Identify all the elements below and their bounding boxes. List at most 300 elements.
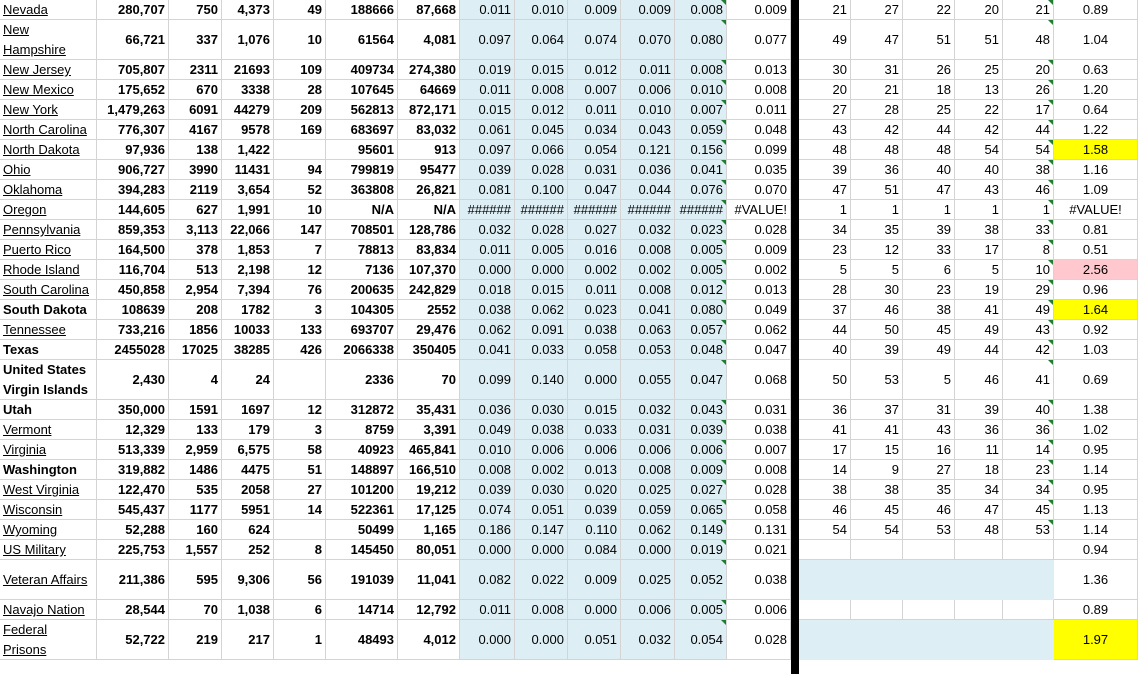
rank-cell [851, 540, 903, 560]
value-cell: 21693 [222, 60, 274, 80]
rate-cell: 0.005 [515, 240, 568, 260]
rate-cell: 0.097 [460, 20, 515, 60]
row-label[interactable]: Wyoming [0, 520, 97, 540]
value-cell: 27 [274, 480, 326, 500]
row-label[interactable]: Navajo Nation [0, 600, 97, 620]
highlight-band [799, 560, 1054, 600]
rank-cell: 43 [955, 180, 1003, 200]
value-cell: 10 [274, 20, 326, 60]
value-cell: 24 [222, 360, 274, 400]
value-cell: 147 [274, 220, 326, 240]
value-cell: 4167 [169, 120, 222, 140]
value-cell: 80,051 [398, 540, 460, 560]
value-cell: 17025 [169, 340, 222, 360]
rate-cell: ###### [460, 200, 515, 220]
row-label[interactable]: Federal Prisons [0, 620, 97, 660]
rank-cell: 49 [799, 20, 851, 60]
row-label[interactable]: Vermont [0, 420, 97, 440]
rank-cell: 42 [955, 120, 1003, 140]
rate-cell: ###### [515, 200, 568, 220]
row-label[interactable]: West Virginia [0, 480, 97, 500]
rank-cell: 39 [851, 340, 903, 360]
rate-cell: 0.008 [460, 460, 515, 480]
value-cell: 913 [398, 140, 460, 160]
value-cell: 94 [274, 160, 326, 180]
value-cell: 225,753 [97, 540, 169, 560]
rate-cell: 0.020 [568, 480, 621, 500]
ratio-cell: 1.38 [1054, 400, 1138, 420]
rank-cell: 6 [903, 260, 955, 280]
value-cell: 426 [274, 340, 326, 360]
row-label[interactable]: Nevada [0, 0, 97, 20]
value-cell: 116,704 [97, 260, 169, 280]
value-cell: 28 [274, 80, 326, 100]
row-label[interactable]: North Carolina [0, 120, 97, 140]
value-cell: 164,500 [97, 240, 169, 260]
rank-cell: 39 [799, 160, 851, 180]
rank-cell [903, 600, 955, 620]
value-cell: 52 [274, 180, 326, 200]
rate-cell: 0.080 [675, 300, 727, 320]
value-cell: 108639 [97, 300, 169, 320]
rate-cell: ###### [675, 200, 727, 220]
rate-cell: 0.009 [568, 0, 621, 20]
ratio-cell: 1.13 [1054, 500, 1138, 520]
value-cell: 104305 [326, 300, 398, 320]
value-cell: 166,510 [398, 460, 460, 480]
value-cell: 6,575 [222, 440, 274, 460]
value-cell: 1,038 [222, 600, 274, 620]
average-cell: 0.008 [727, 80, 791, 100]
value-cell: 409734 [326, 60, 398, 80]
rank-cell: 53 [851, 360, 903, 400]
rank-cell: 48 [851, 140, 903, 160]
rate-cell: 0.047 [675, 360, 727, 400]
value-cell: 1591 [169, 400, 222, 420]
value-cell: 859,353 [97, 220, 169, 240]
rate-cell: 0.009 [675, 460, 727, 480]
rate-cell: 0.031 [621, 420, 675, 440]
rate-cell: 0.036 [460, 400, 515, 420]
rank-cell: 53 [903, 520, 955, 540]
rank-cell: 54 [799, 520, 851, 540]
rank-cell: 17 [1003, 100, 1054, 120]
rank-cell [799, 540, 851, 560]
rate-cell: 0.054 [568, 140, 621, 160]
rank-cell: 5 [903, 360, 955, 400]
rank-cell: 35 [851, 220, 903, 240]
rate-cell: 0.039 [568, 500, 621, 520]
rank-cell: 18 [903, 80, 955, 100]
rank-cell: 9 [851, 460, 903, 480]
value-cell: 10033 [222, 320, 274, 340]
ratio-cell: 1.97 [1054, 620, 1138, 660]
rank-cell: 47 [903, 180, 955, 200]
value-cell: 144,605 [97, 200, 169, 220]
value-cell: 513 [169, 260, 222, 280]
rank-cell: 21 [1003, 0, 1054, 20]
rank-cell: 36 [851, 160, 903, 180]
rate-cell: 0.018 [460, 280, 515, 300]
value-cell: 133 [169, 420, 222, 440]
value-cell: 4,373 [222, 0, 274, 20]
rate-cell: 0.038 [515, 420, 568, 440]
value-cell: 274,380 [398, 60, 460, 80]
rank-cell: 41 [955, 300, 1003, 320]
value-cell: 2,430 [97, 360, 169, 400]
value-cell [274, 360, 326, 400]
value-cell: 337 [169, 20, 222, 60]
rank-cell: 51 [955, 20, 1003, 60]
rate-cell: 0.009 [568, 560, 621, 600]
value-cell: 799819 [326, 160, 398, 180]
value-cell: 217 [222, 620, 274, 660]
rate-cell: 0.006 [675, 440, 727, 460]
ratio-cell: 0.89 [1054, 0, 1138, 20]
value-cell: 595 [169, 560, 222, 600]
row-label[interactable]: North Dakota [0, 140, 97, 160]
value-cell: 242,829 [398, 280, 460, 300]
value-cell: 1,479,263 [97, 100, 169, 120]
row-label[interactable]: Puerto Rico [0, 240, 97, 260]
rate-cell: 0.005 [675, 260, 727, 280]
rate-cell: 0.011 [568, 100, 621, 120]
rate-cell: 0.066 [515, 140, 568, 160]
value-cell: 627 [169, 200, 222, 220]
value-cell: 1177 [169, 500, 222, 520]
row-label: South Dakota [0, 300, 97, 320]
average-cell: 0.035 [727, 160, 791, 180]
rank-cell: 48 [799, 140, 851, 160]
rank-cell: 36 [955, 420, 1003, 440]
rate-cell: 0.062 [460, 320, 515, 340]
rank-cell: 33 [1003, 220, 1054, 240]
rate-cell: 0.008 [675, 0, 727, 20]
value-cell: 378 [169, 240, 222, 260]
rank-cell: 45 [851, 500, 903, 520]
value-cell: 1486 [169, 460, 222, 480]
value-cell: 465,841 [398, 440, 460, 460]
rank-cell: 27 [903, 460, 955, 480]
rank-cell: 44 [799, 320, 851, 340]
average-cell: 0.031 [727, 400, 791, 420]
value-cell: 95477 [398, 160, 460, 180]
rank-cell: 30 [799, 60, 851, 80]
ratio-cell: 1.36 [1054, 560, 1138, 600]
rank-cell: 18 [955, 460, 1003, 480]
rank-cell: 13 [955, 80, 1003, 100]
rank-cell: 49 [955, 320, 1003, 340]
value-cell: 3 [274, 300, 326, 320]
row-label[interactable]: New Mexico [0, 80, 97, 100]
rank-cell: 14 [799, 460, 851, 480]
value-cell: 693707 [326, 320, 398, 340]
rate-cell: 0.007 [675, 100, 727, 120]
ratio-cell: 1.22 [1054, 120, 1138, 140]
rank-cell: 34 [1003, 480, 1054, 500]
row-label[interactable]: Rhode Island [0, 260, 97, 280]
value-cell: 87,668 [398, 0, 460, 20]
value-cell: 160 [169, 520, 222, 540]
rate-cell: 0.149 [675, 520, 727, 540]
rank-cell: 41 [799, 420, 851, 440]
value-cell: 683697 [326, 120, 398, 140]
rate-cell: 0.007 [568, 80, 621, 100]
value-cell: 19,212 [398, 480, 460, 500]
value-cell: 200635 [326, 280, 398, 300]
rate-cell: 0.059 [675, 120, 727, 140]
rank-cell: 12 [851, 240, 903, 260]
rate-cell: 0.064 [515, 20, 568, 60]
rank-cell: 23 [1003, 460, 1054, 480]
value-cell: 35,431 [398, 400, 460, 420]
rate-cell: 0.047 [568, 180, 621, 200]
rank-cell: 1 [903, 200, 955, 220]
rank-cell: 1 [851, 200, 903, 220]
value-cell: 7,394 [222, 280, 274, 300]
rank-cell: 49 [1003, 300, 1054, 320]
value-cell: 522361 [326, 500, 398, 520]
value-cell: 28,544 [97, 600, 169, 620]
row-label[interactable]: Oregon [0, 200, 97, 220]
value-cell: 280,707 [97, 0, 169, 20]
row-label[interactable]: New York [0, 100, 97, 120]
value-cell: 4 [169, 360, 222, 400]
rate-cell: 0.019 [460, 60, 515, 80]
ratio-cell: 0.92 [1054, 320, 1138, 340]
rate-cell: 0.011 [460, 0, 515, 20]
row-label[interactable]: Veteran Affairs [0, 560, 97, 600]
value-cell: 1,557 [169, 540, 222, 560]
value-cell: 51 [274, 460, 326, 480]
rate-cell: 0.081 [460, 180, 515, 200]
rate-cell: 0.121 [621, 140, 675, 160]
rank-cell: 17 [799, 440, 851, 460]
average-cell: 0.038 [727, 420, 791, 440]
value-cell: 2311 [169, 60, 222, 80]
rate-cell: 0.049 [460, 420, 515, 440]
rate-cell: 0.033 [568, 420, 621, 440]
rank-cell: 38 [1003, 160, 1054, 180]
row-label[interactable]: Wisconsin [0, 500, 97, 520]
row-label[interactable]: Oklahoma [0, 180, 97, 200]
value-cell: 562813 [326, 100, 398, 120]
rate-cell: 0.034 [568, 120, 621, 140]
average-cell: 0.013 [727, 280, 791, 300]
column-divider [791, 0, 799, 674]
average-cell: 0.068 [727, 360, 791, 400]
value-cell: 52,288 [97, 520, 169, 540]
rank-cell: 43 [903, 420, 955, 440]
rate-cell: 0.012 [568, 60, 621, 80]
value-cell: 906,727 [97, 160, 169, 180]
row-label: Washington [0, 460, 97, 480]
ratio-cell: 1.03 [1054, 340, 1138, 360]
rank-cell [955, 540, 1003, 560]
average-cell: 0.077 [727, 20, 791, 60]
rate-cell: 0.010 [460, 440, 515, 460]
rank-cell: 26 [1003, 80, 1054, 100]
rate-cell: 0.023 [675, 220, 727, 240]
value-cell: 1782 [222, 300, 274, 320]
average-cell: 0.028 [727, 220, 791, 240]
rank-cell: 51 [903, 20, 955, 60]
rank-cell: 1 [955, 200, 1003, 220]
rank-cell: 31 [851, 60, 903, 80]
rank-cell: 31 [903, 400, 955, 420]
rate-cell: 0.186 [460, 520, 515, 540]
rank-cell: 45 [903, 320, 955, 340]
value-cell: 670 [169, 80, 222, 100]
value-cell: 40923 [326, 440, 398, 460]
rate-cell: 0.005 [675, 240, 727, 260]
value-cell: 179 [222, 420, 274, 440]
ratio-cell: 2.56 [1054, 260, 1138, 280]
row-label: United States Virgin Islands [0, 360, 97, 400]
value-cell: 3,113 [169, 220, 222, 240]
value-cell: 776,307 [97, 120, 169, 140]
rank-cell [1003, 600, 1054, 620]
row-label[interactable]: New Jersey [0, 60, 97, 80]
rate-cell: 0.099 [460, 360, 515, 400]
value-cell: 14714 [326, 600, 398, 620]
value-cell: N/A [398, 200, 460, 220]
value-cell: 4,081 [398, 20, 460, 60]
rate-cell: 0.010 [621, 100, 675, 120]
rank-cell: 54 [955, 140, 1003, 160]
rank-cell: 47 [799, 180, 851, 200]
value-cell: 1856 [169, 320, 222, 340]
value-cell: 6 [274, 600, 326, 620]
rate-cell: 0.039 [460, 160, 515, 180]
average-cell: 0.002 [727, 260, 791, 280]
value-cell: 708501 [326, 220, 398, 240]
value-cell: 1,076 [222, 20, 274, 60]
value-cell: 188666 [326, 0, 398, 20]
row-label[interactable]: US Military [0, 540, 97, 560]
rate-cell: 0.027 [568, 220, 621, 240]
ratio-cell: 0.63 [1054, 60, 1138, 80]
rate-cell: 0.156 [675, 140, 727, 160]
rate-cell: 0.080 [675, 20, 727, 60]
rank-cell: 38 [955, 220, 1003, 240]
value-cell: 49 [274, 0, 326, 20]
rank-cell [799, 600, 851, 620]
row-label[interactable]: New Hampshire [0, 20, 97, 60]
value-cell: 78813 [326, 240, 398, 260]
row-label[interactable]: Tennessee [0, 320, 97, 340]
rank-cell: 46 [851, 300, 903, 320]
rate-cell: 0.039 [460, 480, 515, 500]
rank-cell: 38 [851, 480, 903, 500]
rate-cell: 0.084 [568, 540, 621, 560]
rank-cell: 29 [1003, 280, 1054, 300]
rate-cell: 0.062 [515, 300, 568, 320]
rank-cell: 25 [903, 100, 955, 120]
rate-cell: 0.036 [621, 160, 675, 180]
rate-cell: 0.043 [621, 120, 675, 140]
rate-cell: 0.008 [515, 80, 568, 100]
rank-cell: 47 [851, 20, 903, 60]
value-cell: 2552 [398, 300, 460, 320]
ratio-cell: 0.95 [1054, 440, 1138, 460]
value-cell: 58 [274, 440, 326, 460]
value-cell: 252 [222, 540, 274, 560]
rate-cell: 0.025 [621, 560, 675, 600]
rank-cell: 20 [799, 80, 851, 100]
rate-cell: 0.011 [460, 80, 515, 100]
ratio-cell: 0.81 [1054, 220, 1138, 240]
average-cell: 0.021 [727, 540, 791, 560]
value-cell: 872,171 [398, 100, 460, 120]
value-cell: 70 [398, 360, 460, 400]
rank-cell: 15 [851, 440, 903, 460]
rank-cell: 36 [799, 400, 851, 420]
row-label[interactable]: South Carolina [0, 280, 97, 300]
rate-cell: 0.000 [621, 540, 675, 560]
value-cell: 350405 [398, 340, 460, 360]
rank-cell: 20 [1003, 60, 1054, 80]
rate-cell: 0.031 [568, 160, 621, 180]
rate-cell: 0.006 [621, 440, 675, 460]
rate-cell: 0.006 [621, 600, 675, 620]
row-label[interactable]: Pennsylvania [0, 220, 97, 240]
rate-cell: 0.006 [515, 440, 568, 460]
ratio-cell: 0.89 [1054, 600, 1138, 620]
rate-cell: 0.000 [460, 540, 515, 560]
rank-cell: 49 [903, 340, 955, 360]
rate-cell: 0.008 [675, 60, 727, 80]
rate-cell: 0.002 [568, 260, 621, 280]
rank-cell: 27 [851, 0, 903, 20]
average-cell: 0.013 [727, 60, 791, 80]
value-cell: 209 [274, 100, 326, 120]
rank-cell: 25 [955, 60, 1003, 80]
rate-cell: 0.051 [515, 500, 568, 520]
rank-cell: 38 [799, 480, 851, 500]
rank-cell: 54 [1003, 140, 1054, 160]
value-cell: 208 [169, 300, 222, 320]
value-cell [274, 140, 326, 160]
rate-cell: 0.044 [621, 180, 675, 200]
rank-cell: 11 [955, 440, 1003, 460]
average-cell: 0.007 [727, 440, 791, 460]
row-label[interactable]: Virginia [0, 440, 97, 460]
value-cell: 145450 [326, 540, 398, 560]
average-cell: 0.062 [727, 320, 791, 340]
rank-cell: 22 [903, 0, 955, 20]
average-cell: #VALUE! [727, 200, 791, 220]
value-cell: 2,954 [169, 280, 222, 300]
value-cell: 12,329 [97, 420, 169, 440]
rank-cell: 44 [1003, 120, 1054, 140]
row-label[interactable]: Ohio [0, 160, 97, 180]
value-cell: 48493 [326, 620, 398, 660]
rank-cell: 37 [851, 400, 903, 420]
rank-cell: 28 [799, 280, 851, 300]
value-cell: 2119 [169, 180, 222, 200]
rate-cell: ###### [621, 200, 675, 220]
rank-cell: 20 [955, 0, 1003, 20]
value-cell: 14 [274, 500, 326, 520]
value-cell: 50499 [326, 520, 398, 540]
rate-cell: 0.000 [515, 260, 568, 280]
ratio-cell: #VALUE! [1054, 200, 1138, 220]
value-cell: 363808 [326, 180, 398, 200]
rank-cell: 28 [851, 100, 903, 120]
rate-cell: 0.039 [675, 420, 727, 440]
rank-cell: 41 [851, 420, 903, 440]
